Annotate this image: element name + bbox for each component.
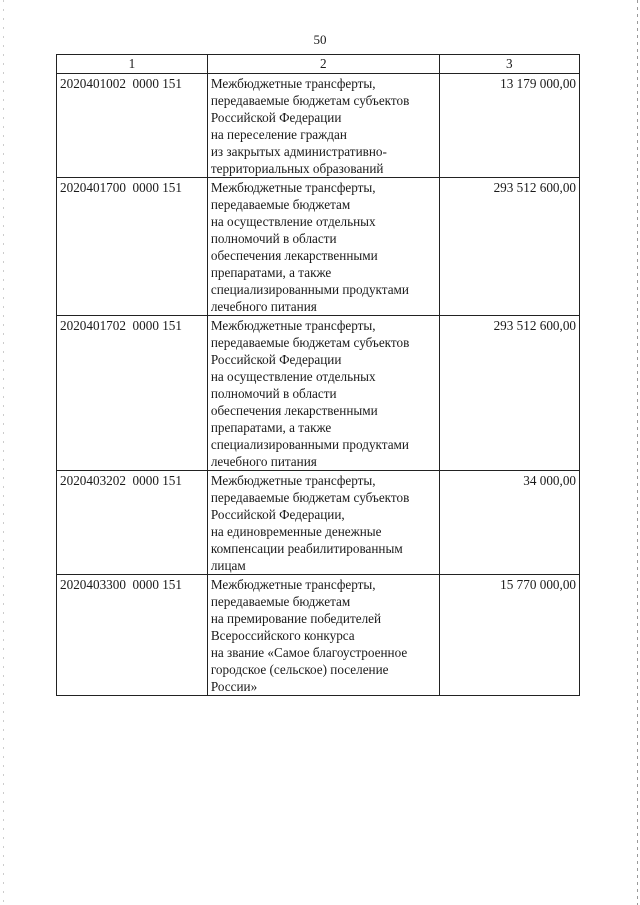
description-line: городское (сельское) поселение xyxy=(210,662,389,677)
description-line: Всероссийского конкурса xyxy=(210,628,355,643)
table-header-row xyxy=(57,55,580,74)
description-line: передаваемые бюджетам субъектов xyxy=(210,490,410,505)
amount-cell: 34 000,00 xyxy=(439,471,579,575)
description-line: Российской Федерации xyxy=(210,110,342,125)
column-header-code: 1 xyxy=(57,55,208,74)
amount-cell: 293 512 600,00 xyxy=(439,178,579,316)
description-line: компенсации реабилитированным xyxy=(210,541,403,556)
scan-edge-left xyxy=(3,0,4,905)
description-line: полномочий в области xyxy=(210,231,337,246)
description-line: на осуществление отдельных xyxy=(210,369,376,384)
description-line: специализированными продуктами xyxy=(210,437,409,452)
description-cell xyxy=(207,471,439,575)
description-line: на единовременные денежные xyxy=(210,524,382,539)
description-line: обеспечения лекарственными xyxy=(210,248,378,263)
description-line: Межбюджетные трансферты, xyxy=(210,318,376,333)
description-line: лицам xyxy=(210,558,246,573)
page-number: 50 xyxy=(313,32,327,47)
table-row xyxy=(57,74,580,178)
description-line: России» xyxy=(210,679,258,694)
description-line: территориальных образований xyxy=(210,161,384,176)
description-line: на звание «Самое благоустроенное xyxy=(210,645,408,660)
description-line: передаваемые бюджетам xyxy=(210,197,351,212)
amount-cell: 15 770 000,00 xyxy=(439,575,579,696)
description-line: Российской Федерации xyxy=(210,352,342,367)
column-header-amount: 3 xyxy=(439,55,579,74)
description-line: на осуществление отдельных xyxy=(210,214,376,229)
budget-code-cell: 2020401700 0000 151 xyxy=(57,178,208,316)
description-line: специализированными продуктами xyxy=(210,282,409,297)
description-cell xyxy=(207,178,439,316)
budget-table xyxy=(56,54,580,696)
budget-code-cell: 2020403300 0000 151 xyxy=(57,575,208,696)
description-cell xyxy=(207,316,439,471)
amount-cell: 13 179 000,00 xyxy=(439,74,579,178)
description-line: лечебного питания xyxy=(210,454,317,469)
description-line: из закрытых административно- xyxy=(210,144,387,159)
table-row xyxy=(57,471,580,575)
description-line: Межбюджетные трансферты, xyxy=(210,180,376,195)
description-line: препаратами, а также xyxy=(210,265,332,280)
description-line: передаваемые бюджетам xyxy=(210,594,351,609)
description-line: препаратами, а также xyxy=(210,420,332,435)
budget-code-cell: 2020401702 0000 151 xyxy=(57,316,208,471)
description-line: Межбюджетные трансферты, xyxy=(210,76,376,91)
description-line: Межбюджетные трансферты, xyxy=(210,473,376,488)
scan-edge-right xyxy=(637,0,638,905)
description-cell xyxy=(207,575,439,696)
column-header-description: 2 xyxy=(207,55,439,74)
table-body xyxy=(57,74,580,696)
table-row xyxy=(57,575,580,696)
description-line: полномочий в области xyxy=(210,386,337,401)
budget-code-cell: 2020401002 0000 151 xyxy=(57,74,208,178)
table-row xyxy=(57,178,580,316)
description-line: передаваемые бюджетам субъектов xyxy=(210,93,410,108)
description-cell xyxy=(207,74,439,178)
description-line: на переселение граждан xyxy=(210,127,347,142)
description-line: лечебного питания xyxy=(210,299,317,314)
description-line: на премирование победителей xyxy=(210,611,382,626)
amount-cell: 293 512 600,00 xyxy=(439,316,579,471)
description-line: обеспечения лекарственными xyxy=(210,403,378,418)
description-line: Межбюджетные трансферты, xyxy=(210,577,376,592)
table-row xyxy=(57,316,580,471)
budget-code-cell: 2020403202 0000 151 xyxy=(57,471,208,575)
description-line: Российской Федерации, xyxy=(210,507,345,522)
description-line: передаваемые бюджетам субъектов xyxy=(210,335,410,350)
